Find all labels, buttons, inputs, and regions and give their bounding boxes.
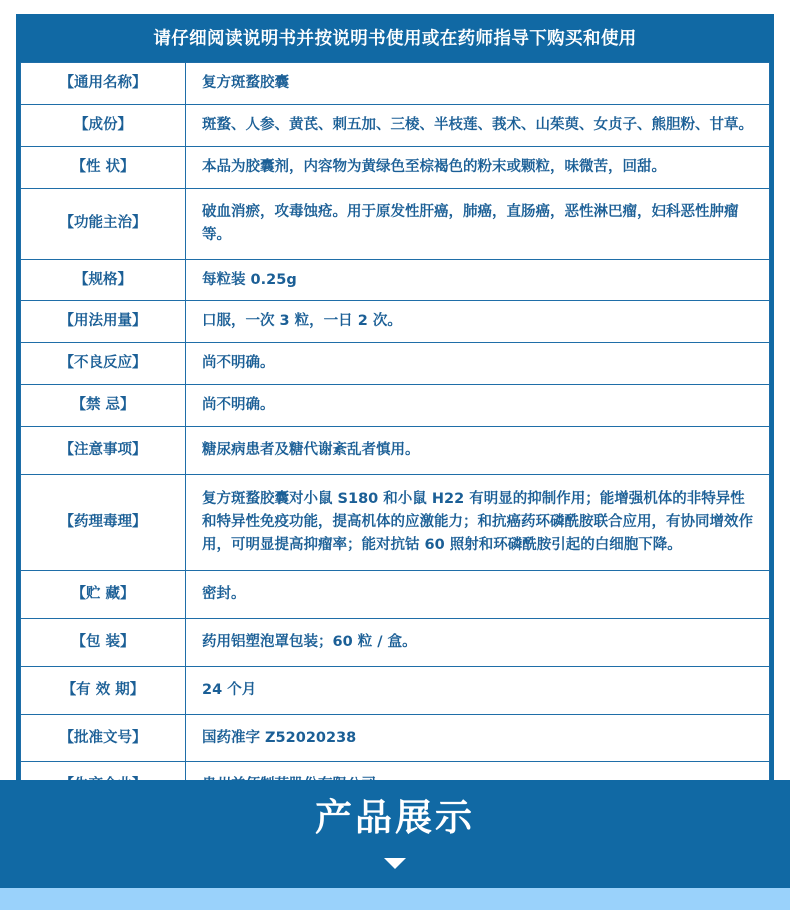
spec-value-indications: 破血消瘀，攻毒蚀疮。用于原发性肝癌，肺癌，直肠癌，恶性淋巴瘤，妇科恶性肿瘤等。 (186, 188, 770, 259)
spec-value-generic-name: 复方斑蝥胶囊 (186, 63, 770, 105)
table-row (21, 570, 770, 618)
table-row (21, 475, 770, 571)
table-row (21, 146, 770, 188)
insert-header-notice: 请仔细阅读说明书并按说明书使用或在药师指导下购买和使用 (20, 18, 770, 62)
spec-label-storage: 【贮 藏】 (21, 570, 186, 618)
spec-label-contraindications: 【禁 忌】 (21, 385, 186, 427)
spec-value-shelf-life: 24 个月 (186, 666, 770, 714)
spec-value-packaging: 药用铝塑泡罩包装；60 粒 / 盒。 (186, 618, 770, 666)
product-showcase-banner (0, 780, 790, 888)
chevron-down-icon (384, 858, 406, 869)
spec-label-adverse-reactions: 【不良反应】 (21, 343, 186, 385)
spec-label-packaging: 【包 装】 (21, 618, 186, 666)
spec-label-indications: 【功能主治】 (21, 188, 186, 259)
bottom-accent-strip (0, 888, 790, 910)
spec-value-adverse-reactions: 尚不明确。 (186, 343, 770, 385)
spec-value-pharmacology: 复方斑蝥胶囊对小鼠 S180 和小鼠 H22 有明显的抑制作用；能增强机体的非特异性和特异性免疫功能，提高机体的应激能力；和抗癌药环磷酰胺联合应用，有协同增效作用，可明显提高抑瘤率；能对抗钴 60 照射和环磷酰胺引起的白细胞下降。 (186, 475, 770, 571)
table-row (21, 666, 770, 714)
spec-value-properties: 本品为胶囊剂，内容物为黄绿色至棕褐色的粉末或颗粒，味微苦，回甜。 (186, 146, 770, 188)
table-row (21, 104, 770, 146)
spec-value-precautions: 糖尿病患者及糖代谢紊乱者慎用。 (186, 427, 770, 475)
table-row (21, 343, 770, 385)
spec-label-dosage: 【用法用量】 (21, 301, 186, 343)
spec-label-generic-name: 【通用名称】 (21, 63, 186, 105)
table-row (21, 385, 770, 427)
table-row (21, 714, 770, 762)
spec-value-dosage: 口服，一次 3 粒，一日 2 次。 (186, 301, 770, 343)
spec-label-specification: 【规格】 (21, 259, 186, 301)
spec-label-ingredients: 【成份】 (21, 104, 186, 146)
banner-title: 产品展示 (315, 796, 475, 839)
spec-value-specification: 每粒装 0.25g (186, 259, 770, 301)
spec-label-properties: 【性 状】 (21, 146, 186, 188)
table-row (21, 427, 770, 475)
spec-label-shelf-life: 【有 效 期】 (21, 666, 186, 714)
drug-insert-spec-sheet (16, 14, 774, 814)
table-row (21, 188, 770, 259)
spec-value-storage: 密封。 (186, 570, 770, 618)
spec-table (20, 62, 770, 810)
spec-label-approval-number: 【批准文号】 (21, 714, 186, 762)
spec-value-contraindications: 尚不明确。 (186, 385, 770, 427)
table-row (21, 259, 770, 301)
spec-value-approval-number: 国药准字 Z52020238 (186, 714, 770, 762)
spec-label-precautions: 【注意事项】 (21, 427, 186, 475)
spec-value-ingredients: 斑蝥、人参、黄芪、刺五加、三棱、半枝莲、莪术、山茱萸、女贞子、熊胆粉、甘草。 (186, 104, 770, 146)
table-row (21, 618, 770, 666)
table-row (21, 63, 770, 105)
banner-inner (0, 780, 790, 888)
spec-table-body (21, 63, 770, 810)
table-row (21, 301, 770, 343)
spec-label-pharmacology: 【药理毒理】 (21, 475, 186, 571)
